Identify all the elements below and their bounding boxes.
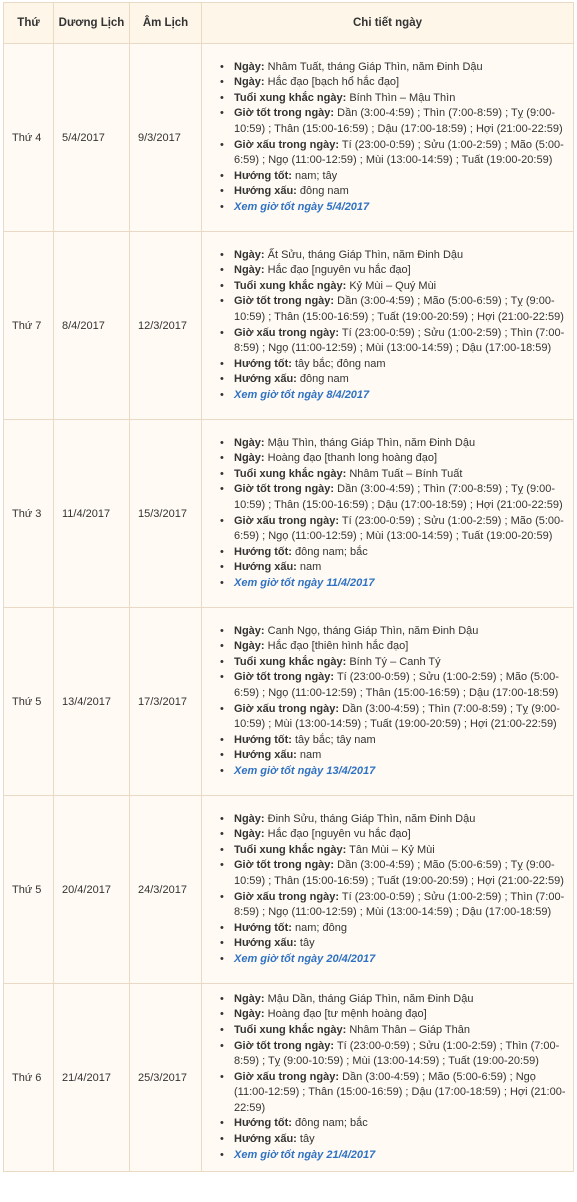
solar-date-cell: 5/4/2017 — [54, 44, 130, 232]
detail-good-direction — [219, 169, 569, 185]
detail-link — [219, 576, 569, 592]
day-name: Nhâm Tuất, tháng Giáp Thìn, năm Đinh Dậu — [267, 60, 483, 73]
day-name: Mậu Dần, tháng Giáp Thìn, năm Đinh Dậu — [267, 992, 474, 1005]
lunar-date-cell: 24/3/2017 — [130, 796, 202, 984]
bad-direction: tây — [299, 1133, 315, 1146]
detail-dao — [219, 263, 569, 279]
bad-hours: Tí (23:00-0:59) ; Sửu (1:00-2:59) ; Thìn (7:00-8:59) ; Ngọ (11:00-12:59) ; Mùi (13:00-14:59) ; Dậu (17:00-18:59) — [234, 890, 565, 919]
detail-day — [219, 436, 569, 452]
label-conflict: Tuổi xung khắc ngày: — [234, 1023, 347, 1036]
bad-direction: tây — [299, 937, 315, 950]
detail-good-direction — [219, 921, 569, 937]
view-good-hours-link[interactable]: Xem giờ tốt ngày 13/4/2017 — [234, 764, 376, 777]
bad-hours: Dần (3:00-4:59) ; Mão (5:00-6:59) ; Ngọ (11:00-12:59) ; Thân (15:00-16:59) ; Dậu (17:00-18:59) ; Hợi (21:00-22:59) — [234, 1070, 566, 1114]
good-hours: Tí (23:00-0:59) ; Sửu (1:00-2:59) ; Thìn (7:00-8:59) ; Tỵ (9:00-10:59) ; Mùi (13:00-14:59) ; Tuất (19:00-20:59) — [234, 1039, 560, 1068]
detail-good-hours — [219, 294, 569, 325]
detail-conflict — [219, 1023, 569, 1039]
day-detail-cell — [202, 44, 574, 232]
lunar-date-cell: 25/3/2017 — [130, 984, 202, 1172]
day-name: Mậu Thìn, tháng Giáp Thìn, năm Đinh Dậu — [267, 436, 476, 449]
view-good-hours-link[interactable]: Xem giờ tốt ngày 21/4/2017 — [234, 1148, 376, 1161]
label-bad-hours: Giờ xấu trong ngày: — [234, 1070, 339, 1083]
day-dao: Hoàng đạo [tư mệnh hoàng đạo] — [267, 1008, 427, 1021]
label-bad-hours: Giờ xấu trong ngày: — [234, 326, 339, 339]
lunar-date-cell: 17/3/2017 — [130, 608, 202, 796]
day-detail-list — [202, 436, 569, 592]
detail-good-direction — [219, 1116, 569, 1132]
calendar-table — [3, 2, 574, 1172]
label-day: Ngày: — [234, 812, 265, 825]
label-bad-direction: Hướng xấu: — [234, 373, 297, 386]
detail-link — [219, 764, 569, 780]
header-day-details: Chi tiết ngày — [202, 3, 574, 44]
good-hours: Dần (3:00-4:59) ; Mão (5:00-6:59) ; Tỵ (9:00-10:59) ; Thân (15:00-16:59) ; Tuất (19:00-20:59) ; Hợi (21:00-22:59) — [234, 859, 564, 887]
label-conflict: Tuổi xung khắc ngày: — [234, 91, 347, 104]
detail-bad-hours — [219, 326, 569, 357]
table-row — [4, 796, 574, 984]
conflict-ages: Bính Tý – Canh Tý — [349, 655, 441, 668]
label-good-hours: Giờ tốt trong ngày: — [234, 859, 335, 872]
weekday-cell: Thứ 7 — [4, 232, 54, 420]
bad-direction: đông nam — [299, 185, 349, 198]
detail-day — [219, 812, 569, 828]
day-name: Canh Ngọ, tháng Giáp Thìn, năm Đinh Dậu — [267, 624, 479, 637]
bad-hours: Tí (23:00-0:59) ; Sửu (1:00-2:59) ; Mão (5:00-6:59) ; Ngọ (11:00-12:59) ; Mùi (13:00-14:59) ; Tuất (19:00-20:59) — [234, 514, 564, 543]
good-hours: Dần (3:00-4:59) ; Mão (5:00-6:59) ; Tỵ (9:00-10:59) ; Thân (15:00-16:59) ; Tuất (19:00-20:59) ; Hợi (21:00-22:59) — [234, 295, 564, 323]
good-direction: đông nam; bắc — [295, 545, 368, 558]
day-detail-list — [202, 992, 569, 1164]
weekday-cell: Thứ 5 — [4, 796, 54, 984]
weekday-cell: Thứ 6 — [4, 984, 54, 1172]
label-day: Ngày: — [234, 60, 265, 73]
table-row — [4, 984, 574, 1172]
label-bad-hours: Giờ xấu trong ngày: — [234, 138, 339, 151]
detail-good-direction — [219, 733, 569, 749]
label-good-hours: Giờ tốt trong ngày: — [234, 107, 335, 120]
day-detail-list — [202, 812, 569, 968]
label-bad-direction: Hướng xấu: — [234, 561, 297, 574]
solar-date-cell: 11/4/2017 — [54, 420, 130, 608]
label-good-hours: Giờ tốt trong ngày: — [234, 1039, 335, 1052]
bad-direction: đông nam — [299, 373, 349, 386]
detail-day — [219, 60, 569, 76]
detail-day — [219, 248, 569, 264]
conflict-ages: Tân Mùi – Kỷ Mùi — [349, 843, 435, 856]
detail-bad-direction — [219, 184, 569, 200]
detail-bad-hours — [219, 890, 569, 921]
bad-direction: nam — [299, 561, 322, 574]
conflict-ages: Nhâm Tuất – Bính Tuất — [349, 467, 463, 480]
day-detail-cell — [202, 608, 574, 796]
label-bad-hours: Giờ xấu trong ngày: — [234, 514, 339, 527]
good-direction: tây bắc; đông nam — [295, 357, 386, 370]
day-detail-cell — [202, 420, 574, 608]
table-row — [4, 232, 574, 420]
detail-good-hours — [219, 106, 569, 137]
detail-conflict — [219, 467, 569, 483]
label-good-hours: Giờ tốt trong ngày: — [234, 295, 335, 308]
conflict-ages: Kỷ Mùi – Quý Mùi — [349, 279, 437, 292]
label-day: Ngày: — [234, 992, 265, 1005]
detail-link — [219, 952, 569, 968]
detail-dao — [219, 451, 569, 467]
bad-hours: Dần (3:00-4:59) ; Thìn (7:00-8:59) ; Tỵ (9:00-10:59) ; Mùi (13:00-14:59) ; Tuất (19:00-20:59) ; Hợi (21:00-22:59) — [234, 702, 560, 731]
day-dao: Hắc đạo [nguyên vu hắc đạo] — [267, 828, 411, 841]
day-name: Đinh Sửu, tháng Giáp Thìn, năm Đinh Dậu — [267, 812, 476, 825]
detail-link — [219, 1148, 569, 1164]
view-good-hours-link[interactable]: Xem giờ tốt ngày 8/4/2017 — [234, 388, 370, 401]
label-conflict: Tuổi xung khắc ngày: — [234, 279, 347, 292]
detail-bad-hours — [219, 702, 569, 733]
view-good-hours-link[interactable]: Xem giờ tốt ngày 11/4/2017 — [234, 576, 375, 589]
view-good-hours-link[interactable]: Xem giờ tốt ngày 20/4/2017 — [234, 952, 376, 965]
detail-bad-hours — [219, 138, 569, 169]
detail-link — [219, 388, 569, 404]
label-bad-direction: Hướng xấu: — [234, 185, 297, 198]
detail-dao — [219, 639, 569, 655]
lunar-date-cell: 9/3/2017 — [130, 44, 202, 232]
label-day: Ngày: — [234, 624, 265, 637]
detail-good-hours — [219, 858, 569, 889]
good-hours: Tí (23:00-0:59) ; Sửu (1:00-2:59) ; Mão (5:00-6:59) ; Ngọ (11:00-12:59) ; Thân (15:00-16:59) ; Dậu (17:00-18:59) — [234, 671, 559, 699]
label-day: Ngày: — [234, 436, 265, 449]
label-day: Ngày: — [234, 264, 265, 277]
header-row — [4, 3, 574, 44]
detail-bad-hours — [219, 1070, 569, 1117]
label-bad-direction: Hướng xấu: — [234, 1133, 297, 1146]
good-direction: nam; tây — [295, 169, 338, 182]
detail-bad-direction — [219, 372, 569, 388]
solar-date-cell: 20/4/2017 — [54, 796, 130, 984]
detail-dao — [219, 75, 569, 91]
good-direction: nam; đông — [295, 921, 347, 934]
label-good-direction: Hướng tốt: — [234, 545, 292, 558]
detail-day — [219, 624, 569, 640]
conflict-ages: Bính Thìn – Mậu Thìn — [349, 91, 456, 104]
bad-hours: Tí (23:00-0:59) ; Sửu (1:00-2:59) ; Mão (5:00-6:59) ; Ngọ (11:00-12:59) ; Mùi (13:00-14:59) ; Tuất (19:00-20:59) — [234, 138, 564, 167]
conflict-ages: Nhâm Thân – Giáp Thân — [349, 1023, 470, 1036]
solar-date-cell: 13/4/2017 — [54, 608, 130, 796]
good-hours: Dần (3:00-4:59) ; Thìn (7:00-8:59) ; Tỵ (9:00-10:59) ; Thân (15:00-16:59) ; Dậu (17:00-18:59) ; Hợi (21:00-22:59) — [234, 107, 563, 135]
lunar-date-cell: 12/3/2017 — [130, 232, 202, 420]
detail-good-hours — [219, 482, 569, 513]
label-day: Ngày: — [234, 1008, 265, 1021]
label-bad-direction: Hướng xấu: — [234, 937, 297, 950]
label-day: Ngày: — [234, 248, 265, 261]
day-dao: Hoàng đạo [thanh long hoàng đạo] — [267, 452, 438, 465]
label-conflict: Tuổi xung khắc ngày: — [234, 467, 347, 480]
label-good-direction: Hướng tốt: — [234, 921, 292, 934]
bad-direction: nam — [299, 749, 322, 762]
day-detail-list — [202, 60, 569, 216]
detail-conflict — [219, 91, 569, 107]
day-detail-list — [202, 624, 569, 780]
day-dao: Hắc đạo [bạch hổ hắc đạo] — [267, 76, 400, 89]
day-dao: Hắc đạo [nguyên vu hắc đạo] — [267, 264, 411, 277]
day-detail-cell — [202, 232, 574, 420]
label-bad-hours: Giờ xấu trong ngày: — [234, 702, 339, 715]
label-good-direction: Hướng tốt: — [234, 169, 292, 182]
weekday-cell: Thứ 4 — [4, 44, 54, 232]
label-conflict: Tuổi xung khắc ngày: — [234, 843, 347, 856]
detail-dao — [219, 1007, 569, 1023]
detail-dao — [219, 827, 569, 843]
label-conflict: Tuổi xung khắc ngày: — [234, 655, 347, 668]
day-detail-cell — [202, 796, 574, 984]
detail-bad-direction — [219, 936, 569, 952]
label-day: Ngày: — [234, 640, 265, 653]
detail-conflict — [219, 279, 569, 295]
weekday-cell: Thứ 3 — [4, 420, 54, 608]
detail-conflict — [219, 655, 569, 671]
day-name: Ất Sửu, tháng Giáp Thìn, năm Đinh Dậu — [267, 248, 464, 261]
label-bad-hours: Giờ xấu trong ngày: — [234, 890, 339, 903]
detail-bad-direction — [219, 1132, 569, 1148]
table-row — [4, 420, 574, 608]
day-detail-cell — [202, 984, 574, 1172]
day-detail-list — [202, 248, 569, 404]
table-row — [4, 44, 574, 232]
good-direction: tây bắc; tây nam — [295, 733, 376, 746]
table-row — [4, 608, 574, 796]
label-good-direction: Hướng tốt: — [234, 357, 292, 370]
detail-bad-direction — [219, 560, 569, 576]
header-solar-date: Dương Lịch — [54, 3, 130, 44]
detail-link — [219, 200, 569, 216]
detail-good-hours — [219, 670, 569, 701]
detail-day — [219, 992, 569, 1008]
solar-date-cell: 8/4/2017 — [54, 232, 130, 420]
solar-date-cell: 21/4/2017 — [54, 984, 130, 1172]
label-good-direction: Hướng tốt: — [234, 733, 292, 746]
label-good-hours: Giờ tốt trong ngày: — [234, 483, 335, 496]
label-day: Ngày: — [234, 452, 265, 465]
detail-good-hours — [219, 1039, 569, 1070]
detail-conflict — [219, 843, 569, 859]
label-bad-direction: Hướng xấu: — [234, 749, 297, 762]
header-lunar-date: Âm Lịch — [130, 3, 202, 44]
good-hours: Dần (3:00-4:59) ; Thìn (7:00-8:59) ; Tỵ (9:00-10:59) ; Thân (15:00-16:59) ; Dậu (17:00-18:59) ; Hợi (21:00-22:59) — [234, 483, 563, 511]
label-day: Ngày: — [234, 828, 265, 841]
day-dao: Hắc đạo [thiên hình hắc đạo] — [267, 640, 409, 653]
label-good-hours: Giờ tốt trong ngày: — [234, 671, 335, 684]
weekday-cell: Thứ 5 — [4, 608, 54, 796]
good-direction: đông nam; bắc — [295, 1117, 368, 1130]
detail-good-direction — [219, 357, 569, 373]
detail-bad-direction — [219, 748, 569, 764]
lunar-date-cell: 15/3/2017 — [130, 420, 202, 608]
view-good-hours-link[interactable]: Xem giờ tốt ngày 5/4/2017 — [234, 200, 370, 213]
label-day: Ngày: — [234, 76, 265, 89]
header-weekday: Thứ — [4, 3, 54, 44]
detail-bad-hours — [219, 514, 569, 545]
bad-hours: Tí (23:00-0:59) ; Sửu (1:00-2:59) ; Thìn (7:00-8:59) ; Ngọ (11:00-12:59) ; Mùi (13:00-14:59) ; Dậu (17:00-18:59) — [234, 326, 565, 355]
label-good-direction: Hướng tốt: — [234, 1117, 292, 1130]
detail-good-direction — [219, 545, 569, 561]
